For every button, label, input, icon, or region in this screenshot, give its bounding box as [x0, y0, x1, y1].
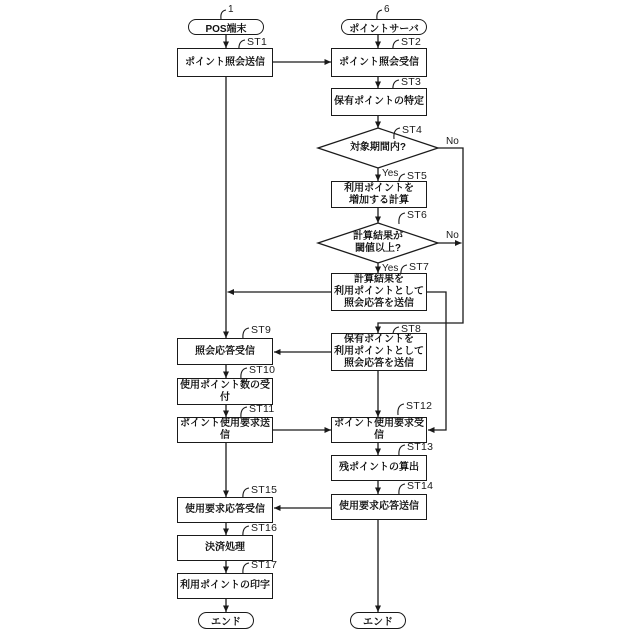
- st6-yes-label: Yes: [382, 263, 399, 274]
- step-st17-box: [177, 573, 273, 599]
- step-tag-st13: ST13: [407, 441, 434, 453]
- terminal-pos-label: POS端末: [205, 23, 247, 35]
- step-st11-text: ポイント使用要求送信: [180, 418, 270, 441]
- step-tag-st9: ST9: [251, 324, 272, 336]
- step-st9-text: 照会応答受信: [195, 345, 255, 357]
- step-st1-box: [177, 48, 273, 77]
- leader-curl: [221, 10, 226, 19]
- step-st2-text: ポイント照会受信: [339, 56, 419, 68]
- terminal-server-label: ポイントサーバ: [349, 23, 419, 35]
- step-st3-text: 保有ポイントの特定: [334, 96, 424, 107]
- step-tag-st8: ST8: [401, 323, 422, 335]
- step-st3-box: [331, 88, 427, 116]
- step-tag-st3: ST3: [401, 76, 422, 88]
- leader-curl: [398, 404, 404, 415]
- st6-no-label: No: [446, 230, 459, 241]
- st4-no-label: No: [446, 136, 459, 147]
- step-st16-box: [177, 535, 273, 561]
- step-st12-text: ポイント使用要求受信: [334, 418, 424, 441]
- ref-label-pos: 1: [228, 4, 234, 15]
- decision-st6-text: [318, 223, 438, 263]
- decision-st6-label: 計算結果が 閾値以上?: [353, 231, 403, 254]
- step-st14-box: [331, 494, 427, 520]
- step-st17-text: 利用ポイントの印字: [180, 580, 270, 591]
- step-tag-st16: ST16: [251, 522, 278, 534]
- step-st15-box: [177, 497, 273, 523]
- step-tag-st5: ST5: [407, 170, 428, 182]
- step-tag-st17: ST17: [251, 559, 278, 571]
- step-st11-box: [177, 417, 273, 443]
- step-tag-st14: ST14: [407, 480, 434, 492]
- step-st8-box: [331, 333, 427, 371]
- step-st1-text: ポイント照会送信: [185, 56, 265, 68]
- step-tag-st2: ST2: [401, 36, 422, 48]
- terminal-end-left: [198, 612, 254, 629]
- leader-curl: [377, 10, 382, 19]
- step-tag-st10: ST10: [249, 364, 276, 376]
- step-tag-st6: ST6: [407, 209, 428, 221]
- step-tag-st4: ST4: [402, 124, 423, 136]
- ref-label-server: 6: [384, 4, 390, 15]
- terminal-end-left-label: エンド: [211, 617, 241, 628]
- terminal-end-right-label: エンド: [363, 617, 393, 628]
- step-st7-text: 計算結果を 利用ポイントとして 照会応答を送信: [334, 274, 424, 309]
- step-st2-box: [331, 48, 427, 77]
- step-st13-box: [331, 455, 427, 481]
- step-st16-text: 決済処理: [205, 542, 245, 553]
- step-st7-box: [331, 273, 427, 311]
- st4-yes-label: Yes: [382, 168, 399, 179]
- terminal-end-right: [350, 612, 406, 629]
- terminal-pos: [188, 19, 264, 35]
- step-st12-box: [331, 417, 427, 443]
- step-st5-box: [331, 181, 427, 208]
- step-tag-st15: ST15: [251, 484, 278, 496]
- step-st5-text: 利用ポイントを 増加する計算: [344, 182, 414, 206]
- step-st10-text: 使用ポイント数の受付: [180, 379, 270, 403]
- step-st8-text: 保有ポイントを 利用ポイントとして 照会応答を送信: [334, 334, 424, 369]
- terminal-server: [341, 19, 427, 35]
- step-st13-text: 残ポイントの算出: [339, 462, 419, 473]
- step-tag-st1: ST1: [247, 36, 268, 48]
- decision-st4-label: 対象期間内?: [349, 142, 407, 153]
- step-tag-st7: ST7: [409, 261, 430, 273]
- step-st10-box: [177, 378, 273, 405]
- step-st14-text: 使用要求応答送信: [339, 501, 419, 512]
- step-tag-st11: ST11: [249, 403, 275, 415]
- step-st9-box: [177, 338, 273, 365]
- step-tag-st12: ST12: [406, 400, 433, 412]
- step-st15-text: 使用要求応答受信: [185, 504, 265, 515]
